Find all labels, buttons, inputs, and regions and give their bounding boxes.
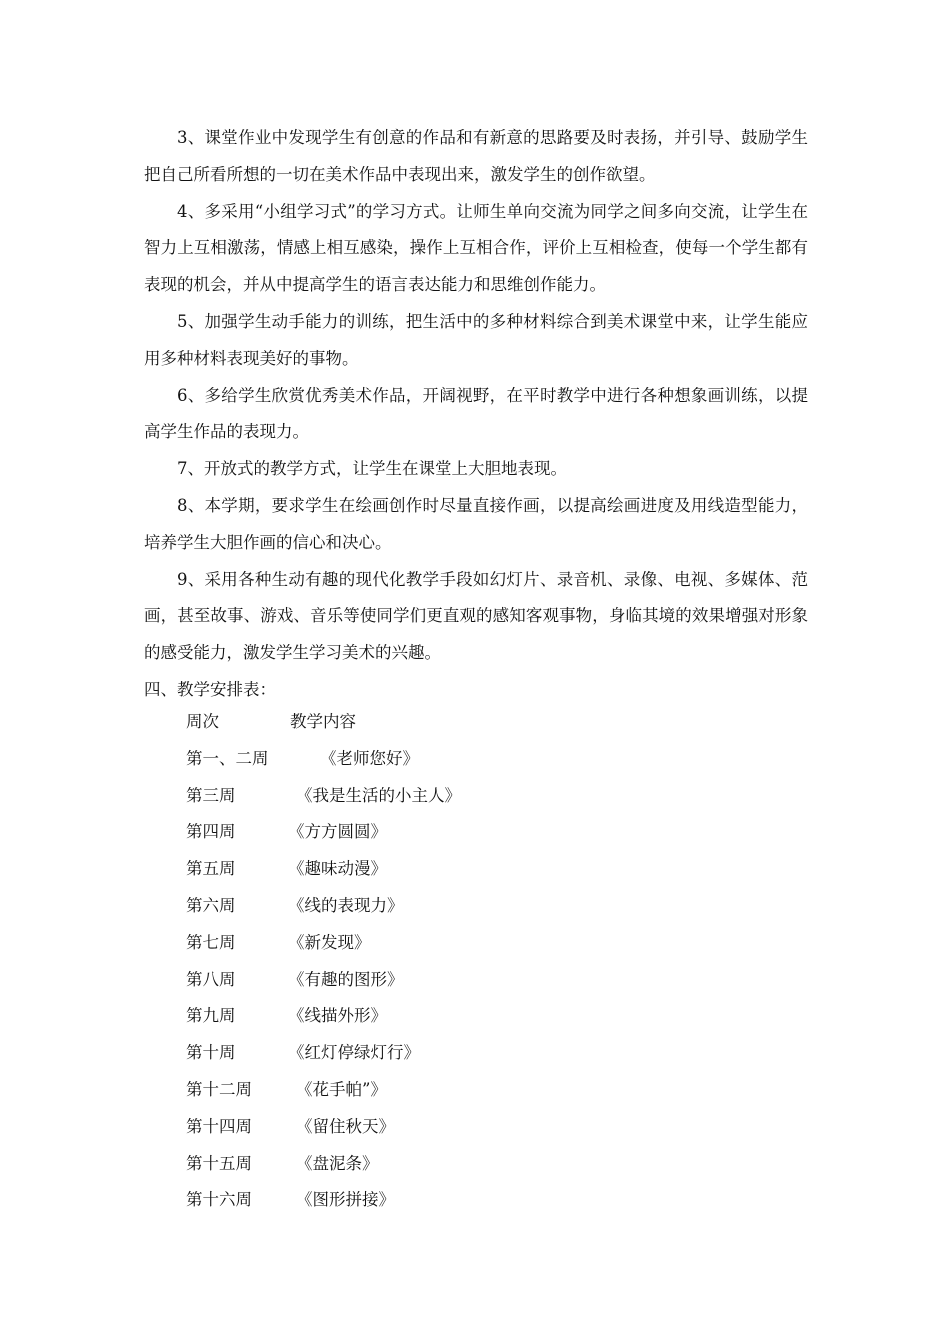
schedule-lesson: 《线描外形》 [288, 1006, 387, 1026]
body-text [144, 120, 808, 709]
section-heading: 四、教学安排表： [144, 679, 276, 699]
schedule-lesson: 《线的表现力》 [288, 895, 404, 915]
paragraph-8: 8、本学期，要求学生在绘画创作时尽量直接作画，以提高绘画进度及用线造型能力，培养学生大胆作画的信心和决心。 [144, 495, 808, 552]
schedule-row [186, 851, 686, 888]
schedule-week: 第八周 [186, 969, 236, 989]
schedule-week: 第十六周 [186, 1190, 252, 1210]
schedule-lesson: 《花手帕”》 [296, 1079, 387, 1099]
schedule-lesson: 《趣味动漫》 [288, 859, 387, 879]
paragraph-7: 7、开放式的教学方式，让学生在课堂上大胆地表现。 [177, 459, 567, 479]
schedule-header-lesson: 教学内容 [290, 712, 356, 731]
schedule-week: 第四周 [186, 822, 236, 842]
schedule-week: 第一、二周 [186, 748, 269, 768]
schedule-row [186, 1035, 686, 1072]
paragraph-6: 6、多给学生欣赏优秀美术作品，开阔视野，在平时教学中进行各种想象画训练，以提高学生作品的表现力。 [144, 385, 808, 442]
schedule-row [186, 998, 686, 1035]
schedule-header-row [186, 704, 686, 741]
schedule-row [186, 888, 686, 925]
schedule-week: 第十周 [186, 1043, 236, 1063]
schedule-row [186, 962, 686, 999]
schedule-row [186, 1182, 686, 1219]
schedule-row [186, 778, 686, 815]
schedule-lesson: 《老师您好》 [320, 748, 419, 768]
schedule-week: 第七周 [186, 932, 236, 952]
paragraph-9: 9、采用各种生动有趣的现代化教学手段如幻灯片、录音机、录像、电视、多媒体、范画，甚至故事、游戏、音乐等使同学们更直观的感知客观事物，身临其境的效果增强对形象的感受能力，激发学生学习美术的兴趣。 [144, 569, 808, 663]
schedule-row [186, 925, 686, 962]
schedule-week: 第十五周 [186, 1153, 252, 1173]
paragraph-5: 5、加强学生动手能力的训练，把生活中的多种材料综合到美术课堂中来，让学生能应用多种材料表现美好的事物。 [144, 311, 808, 368]
schedule-lesson: 《留住秋天》 [296, 1116, 395, 1136]
schedule-lesson: 《有趣的图形》 [288, 969, 404, 989]
schedule-lesson: 《方方圆圆》 [288, 822, 387, 842]
schedule-week: 第五周 [186, 859, 236, 879]
schedule-row [186, 1146, 686, 1183]
schedule-header-week: 周次 [186, 712, 219, 731]
paragraph-3: 3、课堂作业中发现学生有创意的作品和有新意的思路要及时表扬，并引导、鼓励学生把自己所看所想的一切在美术作品中表现出来，激发学生的创作欲望。 [144, 128, 808, 184]
schedule-row [186, 814, 686, 851]
schedule-row [186, 1072, 686, 1109]
schedule-lesson: 《红灯停绿灯行》 [288, 1043, 420, 1063]
schedule-lesson: 《盘泥条》 [296, 1153, 379, 1173]
schedule-row [186, 741, 686, 778]
schedule-table [186, 704, 686, 1219]
schedule-lesson: 《我是生活的小主人》 [296, 785, 461, 805]
paragraph-4: 4、多采用“小组学习式”的学习方式。让师生单向交流为同学之间多向交流，让学生在智力上互相激荡，情感上相互感染，操作上互相合作，评价上互相检查，使每一个学生都有表现的机会，并从中提高学生的语言表达能力和思维创作能力。 [144, 201, 808, 295]
schedule-week: 第十二周 [186, 1079, 252, 1099]
schedule-week: 第六周 [186, 895, 236, 915]
schedule-week: 第九周 [186, 1006, 236, 1026]
schedule-week: 第三周 [186, 785, 236, 805]
schedule-lesson: 《图形拼接》 [296, 1190, 395, 1210]
schedule-week: 第十四周 [186, 1116, 252, 1136]
schedule-lesson: 《新发现》 [288, 932, 371, 952]
schedule-row [186, 1109, 686, 1146]
